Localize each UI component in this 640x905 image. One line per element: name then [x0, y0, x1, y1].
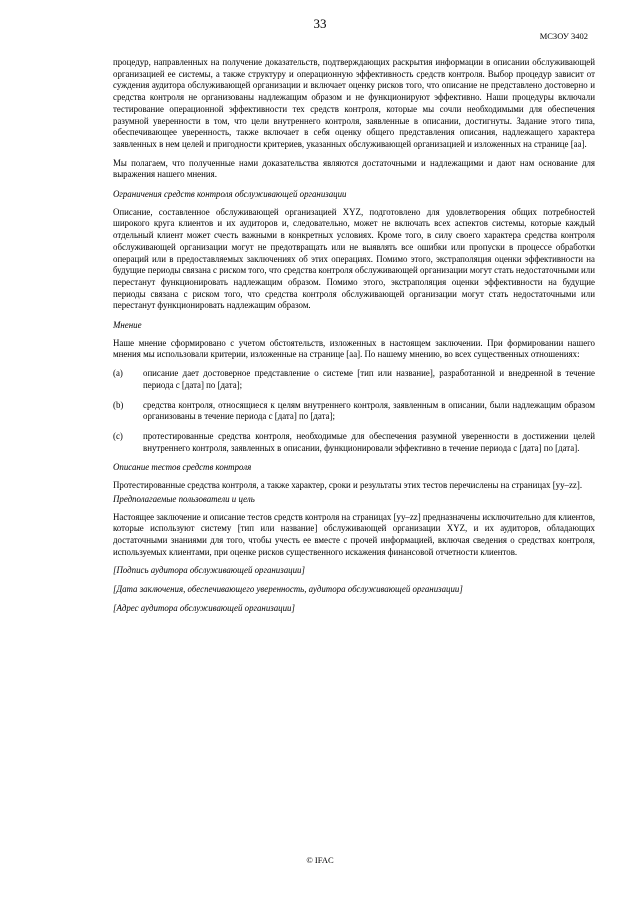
page-content: [113, 57, 595, 621]
paragraph-tests: Протестированные средства контроля, а также характер, сроки и результаты этих тестов перечислены на страницах [yy–zz].: [113, 480, 583, 491]
list-marker: (b): [113, 399, 124, 410]
heading-intended-users: Предполагаемые пользователи и цель: [113, 493, 255, 504]
list-item-text: описание дает достоверное представление о системе [тип или название], разработанной и внедренной в течение периода с [дата] по [дата];: [143, 368, 595, 390]
paragraph-opinion: Наше мнение сформировано с учетом обстоятельств, изложенных в настоящем заключении. При формировании нашего мнения мы использовали критерии, изложенные на странице [аа]. По нашему мнению, во всех существенных отношениях:: [113, 337, 595, 360]
report-date-placeholder: [Дата заключения, обеспечивающего уверенность, аудитора обслуживающей организации]: [113, 584, 463, 595]
list-item-text: средства контроля, относящиеся к целям внутреннего контроля, заявленным в описании, были надлежащим образом организованы в течение периода с [дата] по [дата];: [143, 399, 595, 422]
heading-tests-description: Описание тестов средств контроля: [113, 462, 252, 473]
copyright-footer: © IFAC: [306, 855, 334, 865]
page-number: 33: [313, 16, 327, 31]
list-item-text: протестированные средства контроля, необходимые для обеспечения разумной уверенности в достижении целей внутреннего контроля, заявленных в описании, функционировали эффективно в течение периода с [дата] по [дата].: [143, 430, 595, 453]
auditor-address-placeholder: [Адрес аудитора обслуживающей организации]: [113, 602, 295, 613]
paragraph-procedures: процедур, направленных на получение доказательств, подтверждающих раскрытия информации в описании обслуживающей организацией ее системы, а также структуру и операционную эффективность средств контроля. Выбор процедур зависит от суждения аудитора обслуживающей организации и включает оценку рисков того, что описание не представлено достоверно и средства контроля не организованы надлежащим образом и не функционируют эффективно. Наши процедуры включали тестирование операционной эффективности тех средств контроля, которые мы сочли необходимыми для обеспечения разумной уверенности в том, что цели внутреннего контроля, заявленные в описании, достигнуты. Задание этого типа, обеспечивающее уверенность, также включает в себя оценку общего представления описания, надлежащего характера заявленных в нем целей и пригодности критериев, указанных обслуживающей организацией и изложенных на странице [аа].: [113, 57, 595, 149]
heading-opinion: Мнение: [113, 320, 142, 331]
list-item: [113, 400, 595, 423]
document-code: МСЗОУ 3402: [539, 31, 588, 41]
heading-control-limitations: Ограничения средств контроля обслуживающей организации: [113, 189, 347, 200]
paragraph-limitations: Описание, составленное обслуживающей организацией XYZ, подготовлено для удовлетворения общих потребностей широкого круга клиентов и их аудиторов и, следовательно, может не включать всех аспектов системы, которые каждый отдельный клиент может счесть важными в конкретных условиях. Кроме того, в силу своего характера средства контроля обслуживающей организации могут не предотвращать или не выявлять все ошибки или пропуски в процессе обработки операций или в предоставляемых заключениях об этих операциях. Помимо этого, экстраполяция оценки эффективности на будущие периоды связана с риском того, что средства контроля обслуживающей организации могут стать недостаточными или перестанут функционировать надлежащим образом. Помимо этого, экстраполяция оценки эффективности на будущие периоды связана с риском того, что средства контроля обслуживающей организации могут стать недостаточными или перестанут функционировать надлежащим образом.: [113, 206, 595, 311]
auditor-signature-placeholder: [Подпись аудитора обслуживающей организации]: [113, 565, 305, 576]
paragraph-evidence: Мы полагаем, что полученные нами доказательства являются достаточными и надлежащими и дают нам основание для выражения нашего мнения.: [113, 157, 595, 180]
list-item: [113, 368, 595, 391]
list-item: [113, 431, 595, 454]
list-marker: (a): [113, 368, 123, 379]
paragraph-intended-users: Настоящее заключение и описание тестов средств контроля на страницах [yy–zz] предназначены исключительно для клиентов, которые используют систему [тип или название] обслуживающей организации XYZ, и их аудиторов, обладающих достаточными знаниями для того, чтобы учесть ее вместе с прочей информацией, включая сведения о средствах контроля, используемых клиентами, при оценке рисков существенного искажения финансовой отчетности клиентов.: [113, 511, 595, 557]
list-marker: (c): [113, 430, 123, 441]
